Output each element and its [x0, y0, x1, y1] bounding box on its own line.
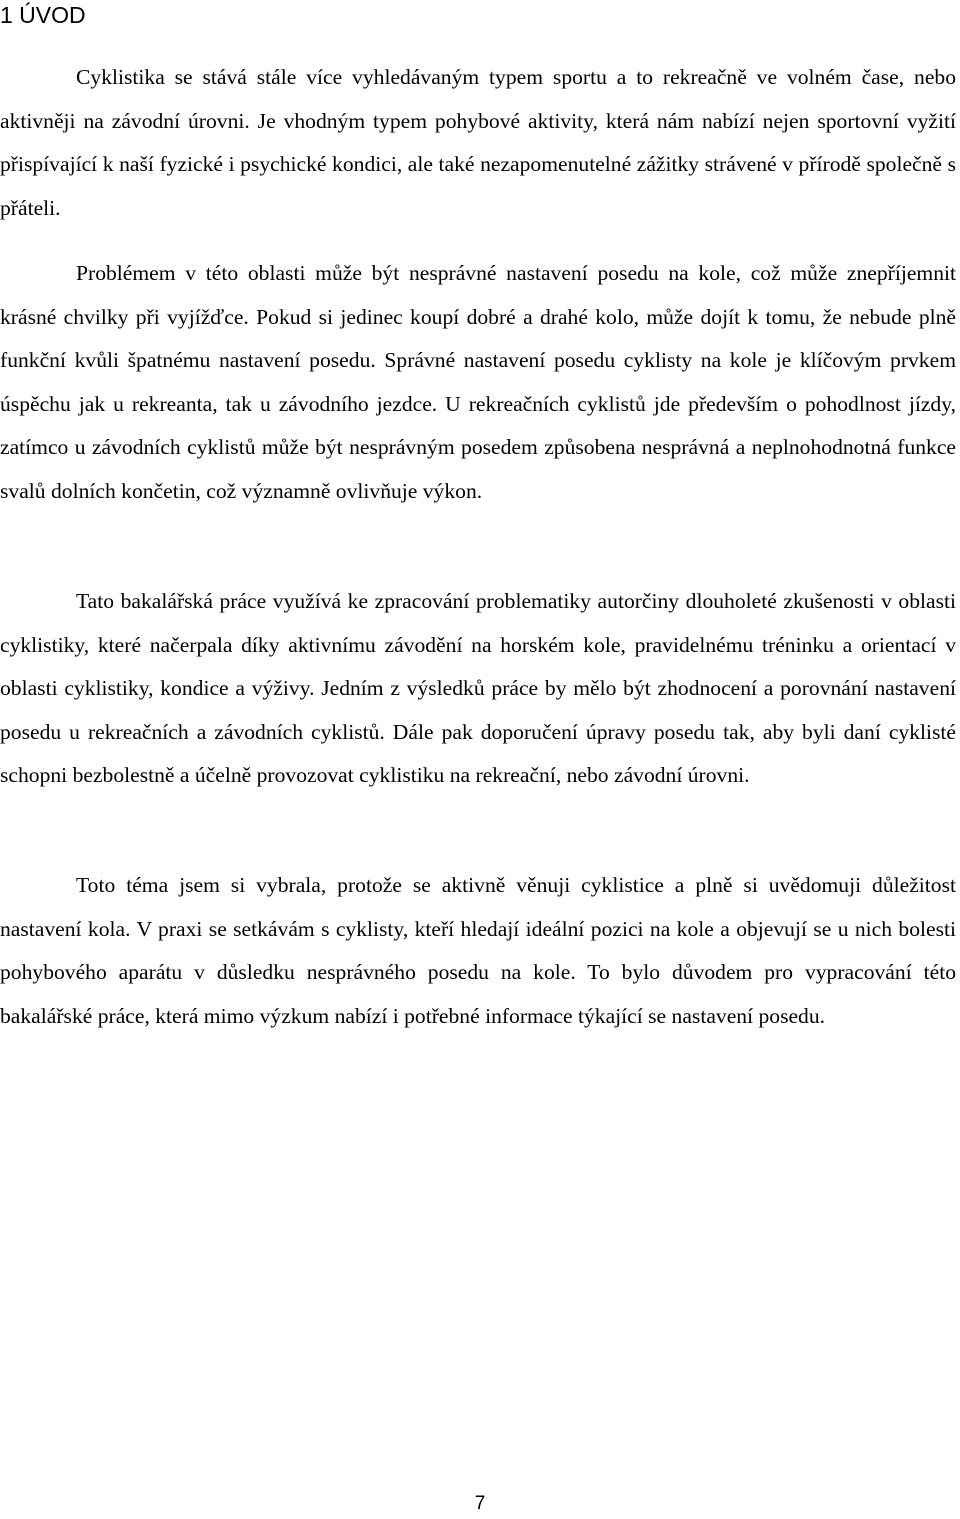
paragraph-thesis-purpose: Tato bakalářská práce využívá ke zpracování problematiky autorčiny dlouholeté zkušenosti v oblasti cyklistiky, které načerpala díky aktivnímu závodění na horském kole, pravidelnému tréninku a orientací v oblasti cyklistiky, kondice a výživy. Jedním z výsledků práce by mělo být zhodnocení a porovnání nastavení posedu u rekreačních a závodních cyklistů. Dále pak doporučení úpravy posedu tak, aby byli daní cyklisté schopni bezbolestně a účelně provozovat cyklistiku na rekreační, nebo závodní úrovni.	[0, 589, 956, 787]
paragraph-problem: Problémem v této oblasti může být nesprávné nastavení posedu na kole, což může znepříjemnit krásné chvilky při vyjížďce. Pokud si jedinec koupí dobré a drahé kolo, může dojít k tomu, že nebude plně funkční kvůli špatnému nastavení posedu. Správné nastavení posedu cyklisty na kole je klíčovým prvkem úspěchu jak u rekreanta, tak u závodního jezdce. U rekreačních cyklistů jde především o pohodlnost jízdy, zatímco u závodních cyklistů může být nesprávným posedem způsobena nesprávná a neplnohodnotná funkce svalů dolních končetin, což významně ovlivňuje výkon.	[0, 261, 956, 503]
page-number: 7	[474, 1493, 486, 1514]
paragraph-motivation: Toto téma jsem si vybrala, protože se aktivně věnuji cyklistice a plně si uvědomuji důležitost nastavení kola. V praxi se setkávám s cyklisty, kteří hledají ideální pozici na kole a objevují se u nich bolesti pohybového aparátu v důsledku nesprávného posedu na kole. To bylo důvodem pro vypracování této bakalářské práce, která mimo výzkum nabízí i potřebné informace týkající se nastavení posedu.	[0, 873, 956, 1028]
chapter-heading: 1 ÚVOD	[0, 2, 86, 28]
paragraph-intro: Cyklistika se stává stále více vyhledávaným typem sportu a to rekreačně ve volném čase, nebo aktivněji na závodní úrovni. Je vhodným typem pohybové aktivity, která nám nabízí nejen sportovní vyžití přispívající k naší fyzické i psychické kondici, ale také nezapomenutelné zážitky strávené v přírodě společně s přáteli.	[0, 65, 956, 220]
